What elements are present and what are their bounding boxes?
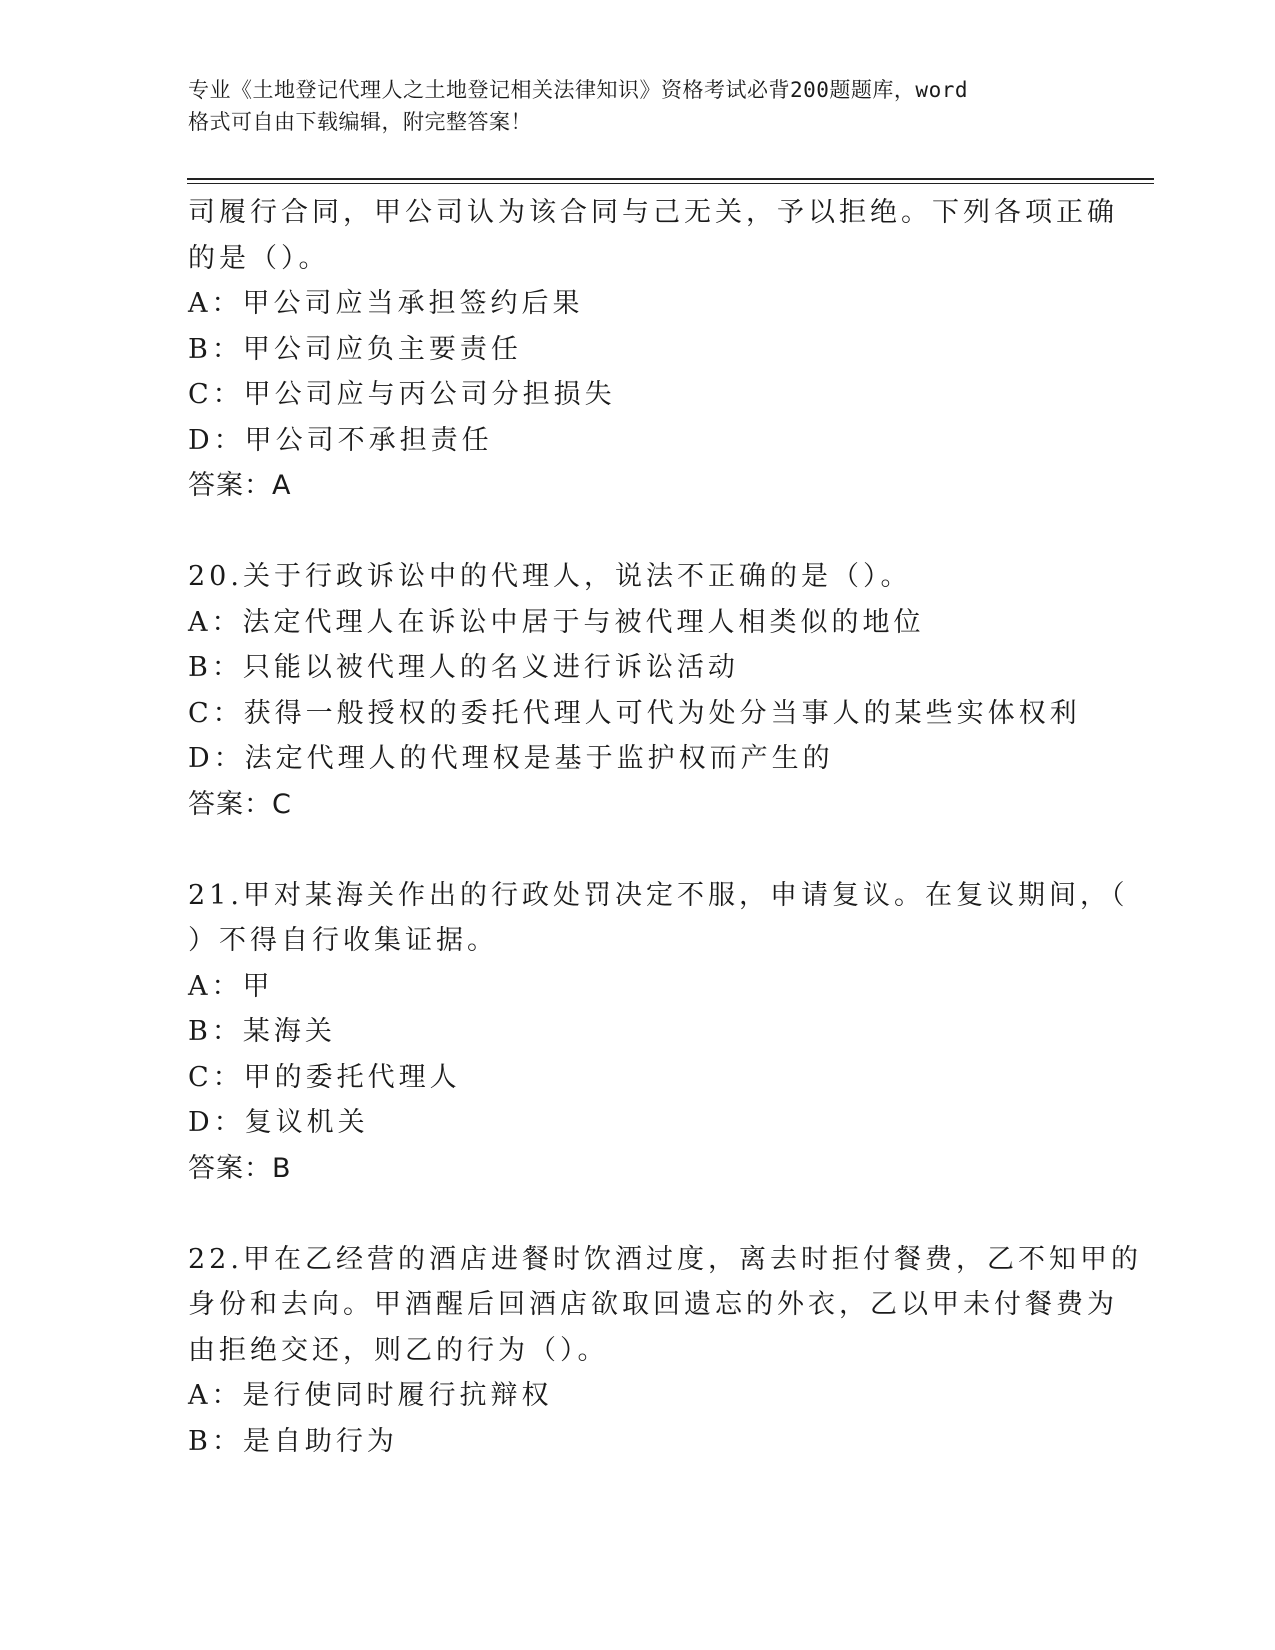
question-text: 司履行合同，甲公司认为该合同与己无关，予以拒绝。下列各项正确: [188, 197, 1118, 228]
question-text: 身份和去向。甲酒醒后回酒店欲取回遗忘的外衣，乙以甲未付餐费为: [188, 1289, 1118, 1320]
answer: 答案：A: [188, 470, 292, 501]
option-c: C：甲公司应与丙公司分担损失: [188, 379, 616, 410]
option-d: D：法定代理人的代理权是基于监护权而产生的: [188, 743, 834, 774]
option-d: D：甲公司不承担责任: [188, 424, 493, 456]
option-b: B：某海关: [188, 1016, 336, 1047]
option-a: A：甲: [188, 970, 274, 1002]
question-text: 22.甲在乙经营的酒店进餐时饮酒过度，离去时拒付餐费，乙不知甲的: [188, 1243, 1142, 1275]
question-block: [188, 873, 1129, 1192]
option-a: A：法定代理人在诉讼中居于与被代理人相类似的地位: [188, 606, 925, 638]
question-text: 由拒绝交还，则乙的行为（）。: [188, 1334, 609, 1366]
option-b: B：甲公司应负主要责任: [188, 333, 522, 365]
question-block: [188, 1237, 1142, 1465]
answer: 答案：C: [188, 788, 292, 820]
document-body: [188, 190, 1142, 1464]
question-block: [188, 554, 1088, 827]
option-b: B：是自助行为: [188, 1425, 398, 1457]
option-c: C：甲的委托代理人: [188, 1061, 461, 1093]
document-header: [188, 74, 1088, 138]
header-divider-thin: [187, 183, 1154, 184]
answer: 答案：B: [188, 1152, 292, 1184]
option-b: B：只能以被代理人的名义进行诉讼活动: [188, 652, 739, 683]
header-line-2: 格式可自由下载编辑，附完整答案！: [188, 110, 532, 134]
question-block: [188, 190, 1118, 509]
question-text: 20.关于行政诉讼中的代理人，说法不正确的是（）。: [188, 561, 912, 592]
question-text: ）不得自行收集证据。: [188, 925, 498, 956]
question-text: 21.甲对某海关作出的行政处罚决定不服，申请复议。在复议期间，（: [188, 879, 1129, 911]
header-line-1: 专业《土地登记代理人之土地登记相关法律知识》资格考试必背200题题库，word: [188, 78, 968, 102]
option-a: A：是行使同时履行抗辩权: [188, 1380, 553, 1411]
question-text: 的是（）。: [188, 242, 330, 274]
option-a: A：甲公司应当承担签约后果: [188, 288, 584, 319]
header-divider: [187, 178, 1154, 180]
option-d: D：复议机关: [188, 1107, 369, 1138]
option-c: C：获得一般授权的委托代理人可代为处分当事人的某些实体权利: [188, 697, 1081, 729]
